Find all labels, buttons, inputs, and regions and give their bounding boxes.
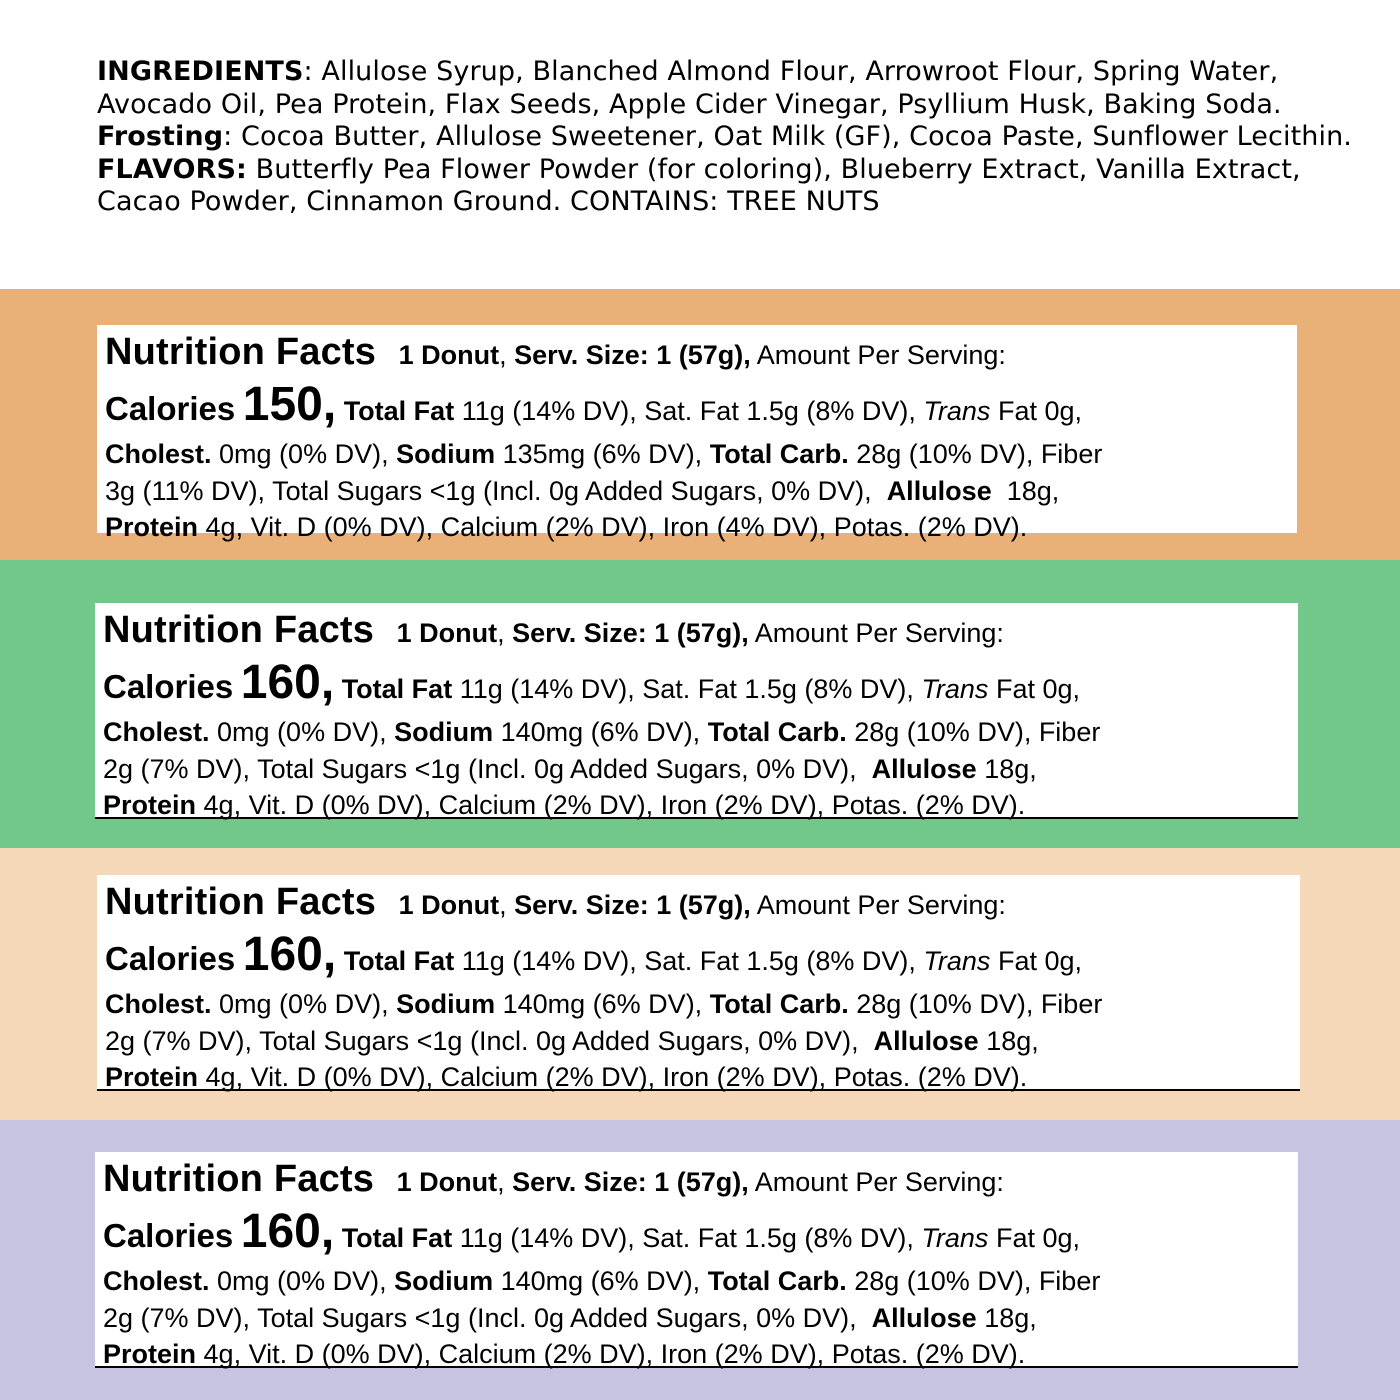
sugars-line: 2g (7% DV), Total Sugars <1g (Incl. 0g Added Sugars, 0% DV), xyxy=(103,753,857,784)
total-fat-label: Total Fat xyxy=(341,674,453,704)
carb-value: 28g (10% DV), Fiber xyxy=(856,989,1103,1019)
carb-label: Total Carb. xyxy=(709,989,849,1019)
trans-value: Fat 0g, xyxy=(997,946,1082,976)
amount-per-serving: Amount Per Serving: xyxy=(754,1167,1004,1197)
sodium-label: Sodium xyxy=(394,717,494,747)
allulose-value: 18g, xyxy=(1006,475,1060,506)
panel-title: Nutrition Facts xyxy=(105,331,377,373)
carb-value: 28g (10% DV), Fiber xyxy=(856,439,1103,469)
protein-value: 4g, Vit. D (0% DV), Calcium (2% DV), Iron (2% DV), Potas. (2% DV). xyxy=(203,790,1026,820)
nutrition-panel-4: Nutrition Facts 1 Donut, Serv. Size: 1 (57g), Amount Per Serving: Calories 160, Total Fat 11g (14% DV), Sat. Fat 1.5g (8% DV), Trans Fat 0g, Cholest. 0mg (0% DV), Sodium 140mg (6% DV), Total Carb. 28g (10% DV), Fiber 2g (7% DV), Total Sugars <1g (Incl. 0g Added Sugars, 0% DV), Allulose 18g, Protein 4g, Vit. D (0% DV), Calcium (2% DV), Iron (2% DV), Potas. (2% DV). xyxy=(95,1152,1298,1368)
protein-label: Protein xyxy=(105,512,199,542)
panel-title: Nutrition Facts xyxy=(105,881,377,923)
ingredients-text xyxy=(97,56,1357,219)
cholest-label: Cholest. xyxy=(103,1266,210,1296)
amount-per-serving: Amount Per Serving: xyxy=(756,340,1006,370)
flavors-list: Butterfly Pea Flower Powder (for coloring), Blueberry Extract, Vanilla Extract, Cacao Powder, Cinnamon Ground. CONTAINS: TREE NUTS xyxy=(97,153,1301,218)
allulose-value: 18g, xyxy=(986,1025,1039,1056)
total-fat-value: 11g (14% DV), Sat. Fat 1.5g (8% DV), xyxy=(459,1223,914,1253)
cholest-value: 0mg (0% DV), xyxy=(219,989,389,1019)
calories-label: Calories xyxy=(103,668,234,705)
nutrition-panel-2: Nutrition Facts 1 Donut, Serv. Size: 1 (57g), Amount Per Serving: Calories 160, Total Fat 11g (14% DV), Sat. Fat 1.5g (8% DV), Trans Fat 0g, Cholest. 0mg (0% DV), Sodium 140mg (6% DV), Total Carb. 28g (10% DV), Fiber 2g (7% DV), Total Sugars <1g (Incl. 0g Added Sugars, 0% DV), Allulose 18g, Protein 4g, Vit. D (0% DV), Calcium (2% DV), Iron (2% DV), Potas. (2% DV). xyxy=(95,603,1298,819)
trans-label: Trans xyxy=(921,674,989,704)
carb-value: 28g (10% DV), Fiber xyxy=(854,1266,1101,1296)
protein-value: 4g, Vit. D (0% DV), Calcium (2% DV), Iron (4% DV), Potas. (2% DV). xyxy=(205,512,1028,542)
sodium-label: Sodium xyxy=(394,1266,494,1296)
allulose-label: Allulose xyxy=(871,753,977,784)
carb-label: Total Carb. xyxy=(707,1266,847,1296)
trans-label: Trans xyxy=(923,946,991,976)
total-fat-value: 11g (14% DV), Sat. Fat 1.5g (8% DV), xyxy=(461,396,916,426)
protein-label: Protein xyxy=(105,1062,199,1092)
protein-label: Protein xyxy=(103,790,197,820)
servings: 1 Donut xyxy=(398,890,500,920)
serving-size: Serv. Size: 1 (57g), xyxy=(514,340,751,370)
amount-per-serving: Amount Per Serving: xyxy=(754,618,1004,648)
total-fat-label: Total Fat xyxy=(343,396,455,426)
cholest-value: 0mg (0% DV), xyxy=(219,439,389,469)
ingredients-label: INGREDIENTS xyxy=(97,56,304,87)
calories-label: Calories xyxy=(103,1217,234,1254)
calories-label: Calories xyxy=(105,940,236,977)
frosting-label: Frosting xyxy=(97,121,224,153)
servings: 1 Donut xyxy=(396,1167,498,1197)
calories-value: 160, xyxy=(240,1205,335,1258)
allulose-value: 18g, xyxy=(984,753,1037,784)
trans-label: Trans xyxy=(923,396,991,426)
carb-label: Total Carb. xyxy=(707,717,847,747)
cholest-value: 0mg (0% DV), xyxy=(217,1266,387,1296)
sodium-label: Sodium xyxy=(396,989,496,1019)
calories-value: 160, xyxy=(242,928,337,981)
protein-value: 4g, Vit. D (0% DV), Calcium (2% DV), Iron (2% DV), Potas. (2% DV). xyxy=(205,1062,1028,1092)
cholest-label: Cholest. xyxy=(103,717,210,747)
total-fat-value: 11g (14% DV), Sat. Fat 1.5g (8% DV), xyxy=(459,674,914,704)
ingredients-list: : Allulose Syrup, Blanched Almond Flour, Arrowroot Flour, Spring Water, Avocado Oil, Pea Protein, Flax Seeds, Apple Cider Vinegar, Psyllium Husk, Baking Soda. xyxy=(97,56,1282,120)
panel-title: Nutrition Facts xyxy=(103,1158,375,1200)
allulose-label: Allulose xyxy=(886,475,992,506)
serving-size: Serv. Size: 1 (57g), xyxy=(512,1167,749,1197)
sugars-line: 2g (7% DV), Total Sugars <1g (Incl. 0g Added Sugars, 0% DV), xyxy=(105,1025,859,1056)
calories-label: Calories xyxy=(105,390,236,427)
allulose-value: 18g, xyxy=(984,1302,1037,1333)
cholest-label: Cholest. xyxy=(105,989,212,1019)
protein-label: Protein xyxy=(103,1339,197,1369)
cholest-value: 0mg (0% DV), xyxy=(217,717,387,747)
panel-title: Nutrition Facts xyxy=(103,609,375,651)
nutrition-panel-3: Nutrition Facts 1 Donut, Serv. Size: 1 (57g), Amount Per Serving: Calories 160, Total Fat 11g (14% DV), Sat. Fat 1.5g (8% DV), Trans Fat 0g, Cholest. 0mg (0% DV), Sodium 140mg (6% DV), Total Carb. 28g (10% DV), Fiber 2g (7% DV), Total Sugars <1g (Incl. 0g Added Sugars, 0% DV), Allulose 18g, Protein 4g, Vit. D (0% DV), Calcium (2% DV), Iron (2% DV), Potas. (2% DV). xyxy=(97,875,1300,1091)
trans-value: Fat 0g, xyxy=(995,1223,1080,1253)
carb-label: Total Carb. xyxy=(709,439,849,469)
sodium-value: 140mg (6% DV), xyxy=(502,989,703,1019)
sodium-value: 135mg (6% DV), xyxy=(502,439,703,469)
servings: 1 Donut xyxy=(396,618,498,648)
carb-value: 28g (10% DV), Fiber xyxy=(854,717,1101,747)
trans-value: Fat 0g, xyxy=(995,674,1080,704)
sodium-label: Sodium xyxy=(396,439,496,469)
serving-size: Serv. Size: 1 (57g), xyxy=(512,618,749,648)
total-fat-label: Total Fat xyxy=(341,1223,453,1253)
allulose-label: Allulose xyxy=(871,1302,977,1333)
sugars-line: 2g (7% DV), Total Sugars <1g (Incl. 0g Added Sugars, 0% DV), xyxy=(103,1302,857,1333)
trans-value: Fat 0g, xyxy=(997,396,1082,426)
trans-label: Trans xyxy=(921,1223,989,1253)
sodium-value: 140mg (6% DV), xyxy=(500,1266,701,1296)
serving-size: Serv. Size: 1 (57g), xyxy=(514,890,751,920)
calories-value: 150, xyxy=(242,378,337,431)
amount-per-serving: Amount Per Serving: xyxy=(756,890,1006,920)
sodium-value: 140mg (6% DV), xyxy=(500,717,701,747)
total-fat-label: Total Fat xyxy=(343,946,455,976)
allulose-label: Allulose xyxy=(873,1025,979,1056)
frosting-list: : Cocoa Butter, Allulose Sweetener, Oat Milk (GF), Cocoa Paste, Sunflower Lecithin. xyxy=(223,121,1352,153)
servings: 1 Donut xyxy=(398,340,500,370)
cholest-label: Cholest. xyxy=(105,439,212,469)
total-fat-value: 11g (14% DV), Sat. Fat 1.5g (8% DV), xyxy=(461,946,916,976)
nutrition-panel-1: Nutrition Facts 1 Donut, Serv. Size: 1 (57g), Amount Per Serving: Calories 150, Total Fat 11g (14% DV), Sat. Fat 1.5g (8% DV), Trans Fat 0g, Cholest. 0mg (0% DV), Sodium 135mg (6% DV), Total Carb. 28g (10% DV), Fiber 3g (11% DV), Total Sugars <1g (Incl. 0g Added Sugars, 0% DV), Allulose 18g, Protein 4g, Vit. D (0% DV), Calcium (2% DV), Iron (4% DV), Potas. (2% DV). xyxy=(97,325,1297,533)
sugars-line: 3g (11% DV), Total Sugars <1g (Incl. 0g Added Sugars, 0% DV), xyxy=(105,475,872,506)
protein-value: 4g, Vit. D (0% DV), Calcium (2% DV), Iron (2% DV), Potas. (2% DV). xyxy=(203,1339,1026,1369)
calories-value: 160, xyxy=(240,656,335,709)
flavors-label: FLAVORS: xyxy=(97,153,247,185)
